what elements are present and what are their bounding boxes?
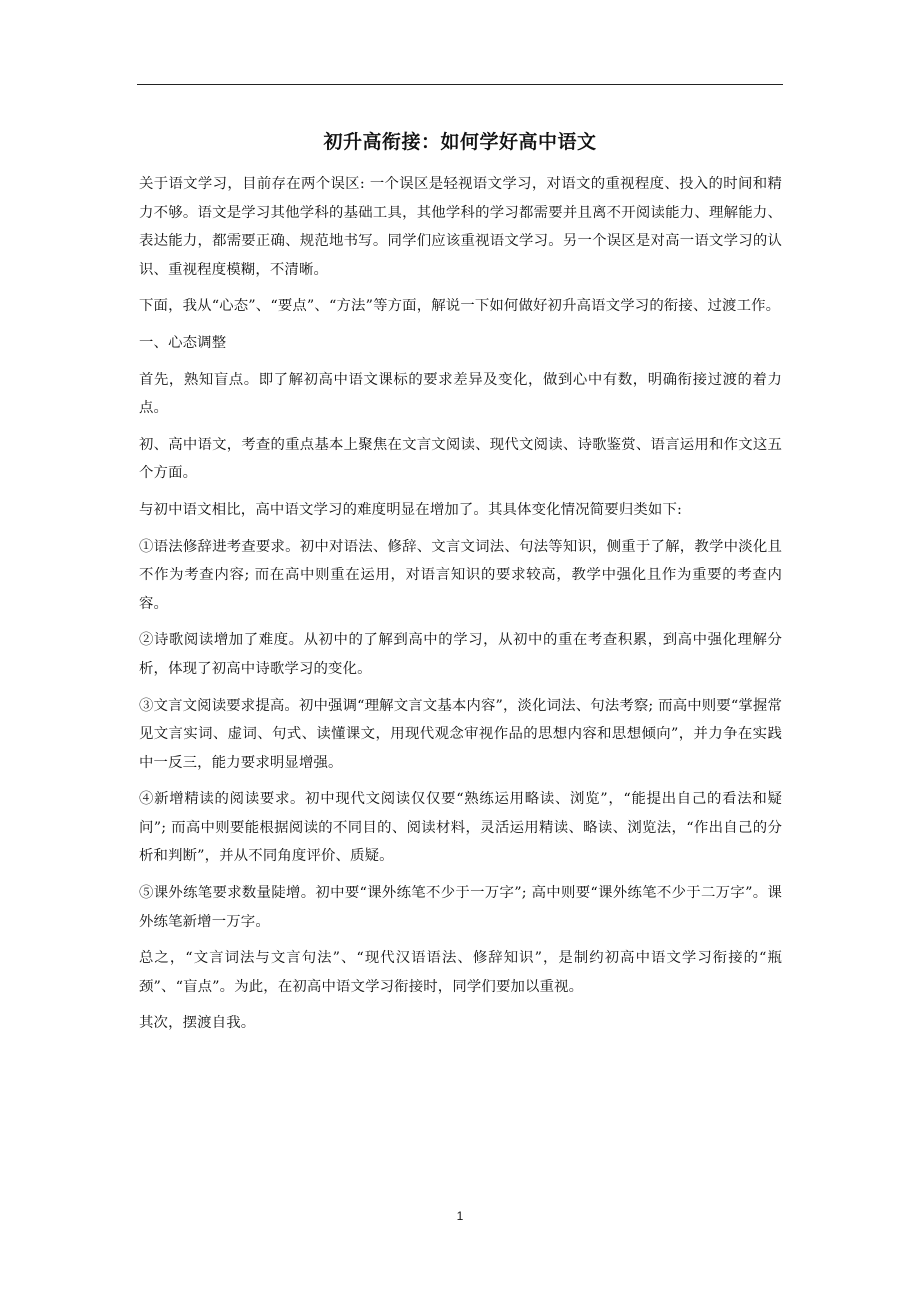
- document-body: [139, 170, 782, 1046]
- document-title: 初升高衔接：如何学好高中语文: [323, 131, 597, 153]
- header-rule: [137, 84, 783, 85]
- list-item-intensive-reading: ④新增精读的阅读要求。初中现代文阅读仅仅要“熟练运用略读、浏览”，“能提出自己的看法和疑问”; 而高中则要能根据阅读的不同目的、阅读材料，灵活运用精读、略读、浏览法，“作出自己的分析和判断”，并从不同角度评价、质疑。: [139, 791, 782, 865]
- paragraph-summary: 总之，“文言词法与文言句法”、“现代汉语语法、修辞知识”，是制约初高中语文学习衔接的“瓶颈”、“盲点”。为此，在初高中语文学习衔接时，同学们要加以重视。: [139, 950, 782, 995]
- paragraph-overview: 下面，我从“心态”、“要点”、“方法”等方面，解说一下如何做好初升高语文学习的衔接、过渡工作。: [139, 298, 781, 315]
- list-item-classical-chinese: ③文言文阅读要求提高。初中强调“理解文言文基本内容”，淡化词法、句法考察; 而高中则要“掌握常见文言实词、虚词、句式、读懂课文，用现代观念审视作品的思想内容和思想倾向”，并力争在实践中一反三，能力要求明显增强。: [139, 697, 782, 771]
- paragraph-difficulty: 与初中语文相比，高中语文学习的难度明显在增加了。其具体变化情况简要归类如下:: [139, 501, 683, 518]
- paragraph-first-point: 首先，熟知盲点。即了解初高中语文课标的要求差异及变化，做到心中有数，明确衔接过渡的着力点。: [139, 371, 782, 417]
- paragraph-intro: 关于语文学习，目前存在两个误区: 一个误区是轻视语文学习，对语文的重视程度、投入的时间和精力不够。语文是学习其他学科的基础工具，其他学科的学习都需要并且离不开阅读能力、理解能力、表达能力，都需要正确、规范地书写。同学们应该重视语文学习。另一个误区是对高一语文学习的认识、重视程度模糊，不清晰。: [139, 176, 782, 278]
- section-heading-mindset: 一、心态调整: [139, 334, 227, 351]
- list-item-grammar: ①语法修辞进考查要求。初中对语法、修辞、文言文词法、句法等知识，侧重于了解，教学中淡化且不作为考查内容; 而在高中则重在运用，对语言知识的要求较高，教学中强化且作为重要的考查内容。: [139, 538, 782, 612]
- list-item-poetry: ②诗歌阅读增加了难度。从初中的了解到高中的学习，从初中的重在考查积累，到高中强化理解分析，体现了初高中诗歌学习的变化。: [139, 632, 782, 677]
- paragraph-second-point: 其次，摆渡自我。: [139, 1015, 256, 1032]
- page-number: 1: [456, 1209, 464, 1223]
- list-item-writing-practice: ⑤课外练笔要求数量陡增。初中要“课外练笔不少于一万字”; 高中则要“课外练笔不少于二万字”。课外练笔新增一万字。: [139, 885, 782, 930]
- paragraph-exam-focus: 初、高中语文，考查的重点基本上聚焦在文言文阅读、现代文阅读、诗歌鉴赏、语言运用和作文这五个方面。: [139, 436, 782, 482]
